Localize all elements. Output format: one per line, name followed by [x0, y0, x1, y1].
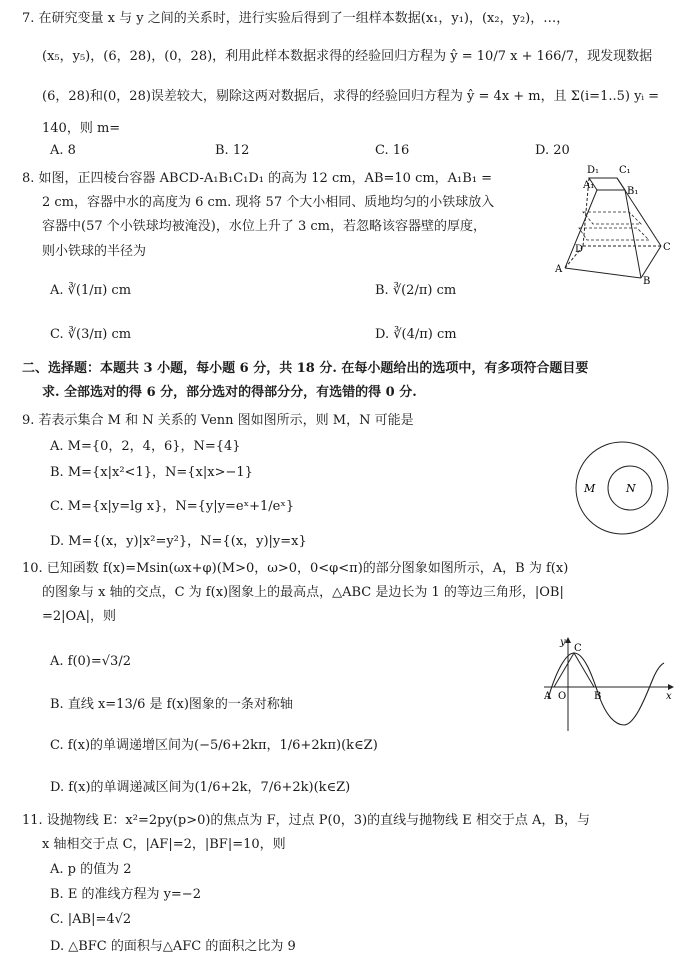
- q10-option-c: C. f(x)的单调递增区间为(−5/6+2kπ，1/6+2kπ)(k∈Z): [50, 738, 378, 753]
- venn-label-n: N: [626, 482, 636, 495]
- q10-line-2: 的图象与 x 轴的交点，C 为 f(x)图象上的最高点，△ABC 是边长为 1 的等边三角形，|OB|: [42, 585, 564, 600]
- q8-option-a: A. ∛(1/π) cm: [50, 283, 132, 298]
- q7-line-2: (x₅，y₅)，(6，28)，(0，28)，利用此样本数据求得的经验回归方程为 ŷ = 10/7 x + 166/7，现发现数据: [42, 49, 653, 64]
- q7-line-1: 7. 在研究变量 x 与 y 之间的关系时，进行实验后得到了一组样本数据(x₁，y₁)，(x₂，y₂)，…，: [22, 11, 570, 26]
- q9-line-1: 9. 若表示集合 M 和 N 关系的 Venn 图如图所示，则 M，N 可能是: [22, 413, 414, 428]
- label-c1: C₁: [619, 165, 631, 176]
- q7-option-b: B. 12: [215, 143, 250, 158]
- section-2-heading-line-1: 二、选择题：本题共 3 小题，每小题 6 分，共 18 分. 在每小题给出的选项中，有多项符合题目要: [22, 361, 589, 376]
- q10-line-3: =2|OA|，则: [42, 609, 116, 624]
- q11-line-1: 11. 设抛物线 E：x²=2py(p>0)的焦点为 F，过点 P(0，3)的直线与抛物线 E 相交于点 A，B，与: [22, 813, 590, 828]
- q10-option-b: B. 直线 x=13/6 是 f(x)图象的一条对称轴: [50, 697, 293, 712]
- q10-option-d: D. f(x)的单调递减区间为(1/6+2k，7/6+2k)(k∈Z): [50, 780, 351, 795]
- q9-option-a: A. M={0，2，4，6}，N={4}: [50, 439, 241, 454]
- q8-option-b: B. ∛(2/π) cm: [375, 283, 457, 298]
- q8-option-c: C. ∛(3/π) cm: [50, 327, 132, 342]
- label-o-origin: O: [558, 691, 567, 702]
- q11-option-a: A. p 的值为 2: [50, 862, 132, 877]
- q7-option-c: C. 16: [375, 143, 410, 158]
- q7-option-a: A. 8: [50, 143, 76, 158]
- q9-option-b: B. M={x|x²<1}，N={x|x>−1}: [50, 465, 253, 480]
- q10-line-1: 10. 已知函数 f(x)=Msin(ωx+φ)(M>0，ω>0，0<φ<π)的部分图象如图所示，A，B 为 f(x): [22, 561, 569, 576]
- label-d: D: [575, 244, 584, 255]
- venn-figure: [572, 438, 672, 538]
- q11-option-d: D. △BFC 的面积与△AFC 的面积之比为 9: [50, 939, 296, 954]
- axis-label-y: y: [560, 637, 566, 648]
- section-2-heading-line-2: 求. 全部选对的得 6 分，部分选对的得部分分，有选错的得 0 分.: [42, 385, 417, 400]
- axis-label-x: x: [666, 691, 672, 702]
- q11-option-c: C. |AB|=4√2: [50, 912, 132, 927]
- label-c-point: C: [574, 643, 582, 654]
- label-b-point: B: [594, 691, 602, 702]
- q8-option-d: D. ∛(4/π) cm: [375, 327, 457, 342]
- label-b1: B₁: [627, 186, 639, 197]
- q8-line-2: 2 cm，容器中水的高度为 6 cm. 现将 57 个大小相同、质地均匀的小铁球放入: [42, 195, 495, 210]
- q7-option-d: D. 20: [535, 143, 570, 158]
- label-a-point: A: [544, 691, 552, 702]
- frustum-figure: [553, 160, 673, 285]
- q8-line-1: 8. 如图，正四棱台容器 ABCD-A₁B₁C₁D₁ 的高为 12 cm，AB=10 cm，A₁B₁ =: [22, 171, 493, 186]
- q8-line-4: 则小铁球的半径为: [42, 244, 147, 259]
- q10-option-a: A. f(0)=√3/2: [50, 654, 131, 669]
- label-d1: D₁: [587, 165, 600, 176]
- label-a1: A₁: [583, 180, 595, 191]
- q9-option-d: D. M={(x，y)|x²=y²}，N={(x，y)|y=x}: [50, 534, 307, 549]
- sine-figure: [540, 635, 675, 735]
- venn-label-m: M: [584, 482, 596, 495]
- label-c: C: [663, 242, 671, 253]
- label-a: A: [555, 264, 563, 275]
- q9-option-c: C. M={x|y=lg x}，N={y|y=eˣ+1/eˣ}: [50, 499, 295, 514]
- label-b: B: [643, 276, 651, 285]
- q7-line-4: 140，则 m=: [42, 121, 121, 136]
- q7-line-3: (6，28)和(0，28)误差较大，剔除这两对数据后，求得的经验回归方程为 ŷ = 4x + m，且 Σ(i=1..5) yᵢ =: [42, 89, 660, 104]
- q8-line-3: 容器中(57 个小铁球均被淹没)，水位上升了 3 cm，若忽略该容器壁的厚度，: [42, 219, 486, 234]
- q11-option-b: B. E 的准线方程为 y=−2: [50, 887, 201, 902]
- q11-line-2: x 轴相交于点 C，|AF|=2，|BF|=10，则: [42, 837, 286, 852]
